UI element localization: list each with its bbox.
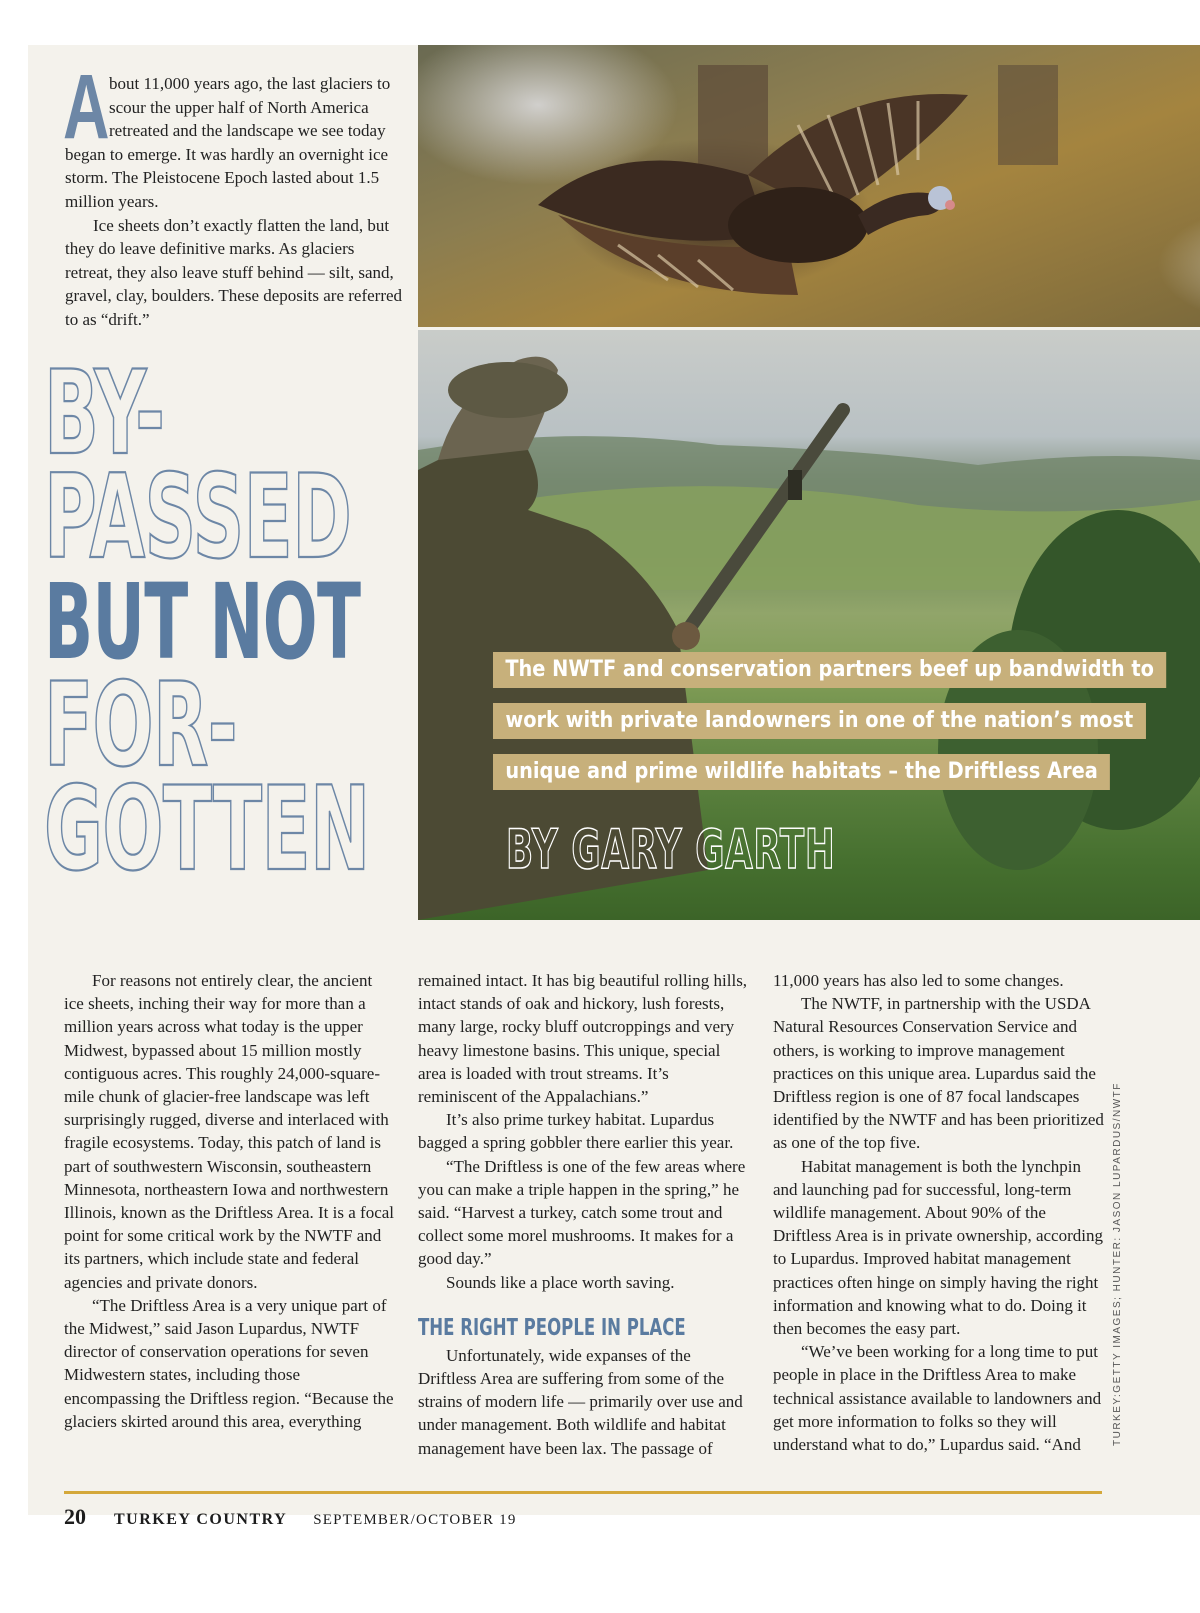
intro-text	[63, 56, 405, 332]
body-paragraph: 11,000 years has also led to some changes.	[773, 971, 1064, 990]
body-paragraph: Habitat management is both the lynchpin and launching pad for successful, long-term wildlife management. About 90% of the Driftless Area is in private ownership, according to Lupardus. Improved habitat management practices often hinge on simply having the right information and knowing what to do. Doing it then becomes the easy part.	[773, 1156, 1103, 1339]
body-paragraph: Sounds like a place worth saving.	[446, 1272, 675, 1292]
deck-line-1: The NWTF and conservation partners beef up bandwidth to	[493, 652, 1166, 688]
body-paragraph: The NWTF, in partnership with the USDA Natural Resources Conservation Service and others, is working to improve management practices on this unique area. Lupardus said the Driftless region is one of 87 focal landscapes identified by the NWTF and has been prioritized as one of the top five.	[773, 994, 1104, 1153]
footer-rule	[64, 1491, 1102, 1494]
body-column-1	[64, 969, 396, 1433]
headline-line-3: BUT NOT	[44, 561, 361, 683]
byline: BY GARY GARTH	[506, 818, 836, 881]
page-number: 20	[64, 1504, 86, 1529]
headline	[44, 346, 424, 897]
drop-cap: A	[63, 56, 110, 158]
issue-date: SEPTEMBER/OCTOBER 19	[313, 1512, 517, 1528]
subheading: THE RIGHT PEOPLE IN PLACE	[418, 1314, 686, 1341]
body-column-3	[773, 969, 1105, 1456]
body-paragraph: Unfortunately, wide expanses of the Driftless Area are suffering from some of the strains of modern life — primarily over use and under management. Both wildlife and habitat management have been lax. The passage of	[418, 1345, 743, 1458]
body-paragraph: remained intact. It has big beautiful rolling hills, intact stands of oak and hickory, lush forests, many large, rocky bluff outcroppings and very heavy limestone basins. This unique, special area is loaded with trout streams. It’s reminiscent of the Appalachians.”	[418, 971, 748, 1107]
magazine-name: TURKEY COUNTRY	[114, 1511, 288, 1528]
deck	[493, 652, 1154, 805]
turkey-illustration	[498, 65, 1058, 327]
intro-paragraph-2: Ice sheets don’t exactly flatten the land, but they do leave definitive marks. As glaciers retreat, they also leave stuff behind — silt, sand, gravel, clay, boulders. These deposits are referred to as “drift.”	[65, 215, 403, 329]
headline-line-2: PASSED	[44, 450, 352, 585]
body-paragraph: “We’ve been working for a long time to put people in place in the Driftless Area to make technical assistance available to landowners and get more information to folks so they will understand what to do,” Lupardus said. “And	[773, 1342, 1102, 1455]
headline-line-1: BY-	[44, 346, 165, 481]
footer	[64, 1504, 517, 1530]
deck-line-2: work with private landowners in one of the nation’s most	[493, 703, 1146, 739]
body-paragraph: For reasons not entirely clear, the ancient ice sheets, inching their way for more than a million years across what today is the upper Midwest, bypassed about 15 million mostly contiguous acres. This roughly 24,000-square-mile chunk of glacier-free landscape was left surprisingly rugged, diverse and interlaced with fragile ecosystems. Today, this patch of land is part of southwestern Wisconsin, southeastern Minnesota, northeastern Iowa and northwestern Illinois, known as the Driftless Area. It is a focal point for some critical work by the NWTF and its partners, which include state and federal agencies and private donors.	[64, 971, 395, 1292]
body-column-2	[418, 969, 750, 1460]
body-paragraph: It’s also prime turkey habitat. Lupardus bagged a spring gobbler there earlier this year.	[418, 1110, 734, 1153]
deck-line-3: unique and prime wildlife habitats – the Driftless Area	[493, 754, 1110, 790]
intro-paragraph-1-text: bout 11,000 years ago, the last glaciers to scour the upper half of North America retreated and the landscape we see today began to emerge. It was hardly an overnight ice storm. The Pleistocene Epoch lasted about 1.5 million years.	[65, 74, 391, 211]
body-paragraph: “The Driftless is one of the few areas where you can make a triple happen in the spring,” he said. “Harvest a turkey, catch some trout and collect some morel mushrooms. It makes for a good day.”	[418, 1156, 746, 1269]
turkey-photo	[418, 45, 1200, 327]
body-paragraph: “The Driftless Area is a very unique part of the Midwest,” said Jason Lupardus, NWTF director of conservation operations for seven Midwestern states, including those encompassing the Driftless region. “Because the glaciers skirted around this area, everything	[64, 1295, 394, 1431]
photo-credit: TURKEY:GETTY IMAGES; HUNTER: JASON LUPARDUS/NWTF	[1112, 1082, 1123, 1446]
headline-line-5: GOTTEN	[44, 762, 370, 897]
headline-line-4: FOR-	[44, 658, 238, 793]
intro-paragraph-1	[63, 56, 405, 214]
